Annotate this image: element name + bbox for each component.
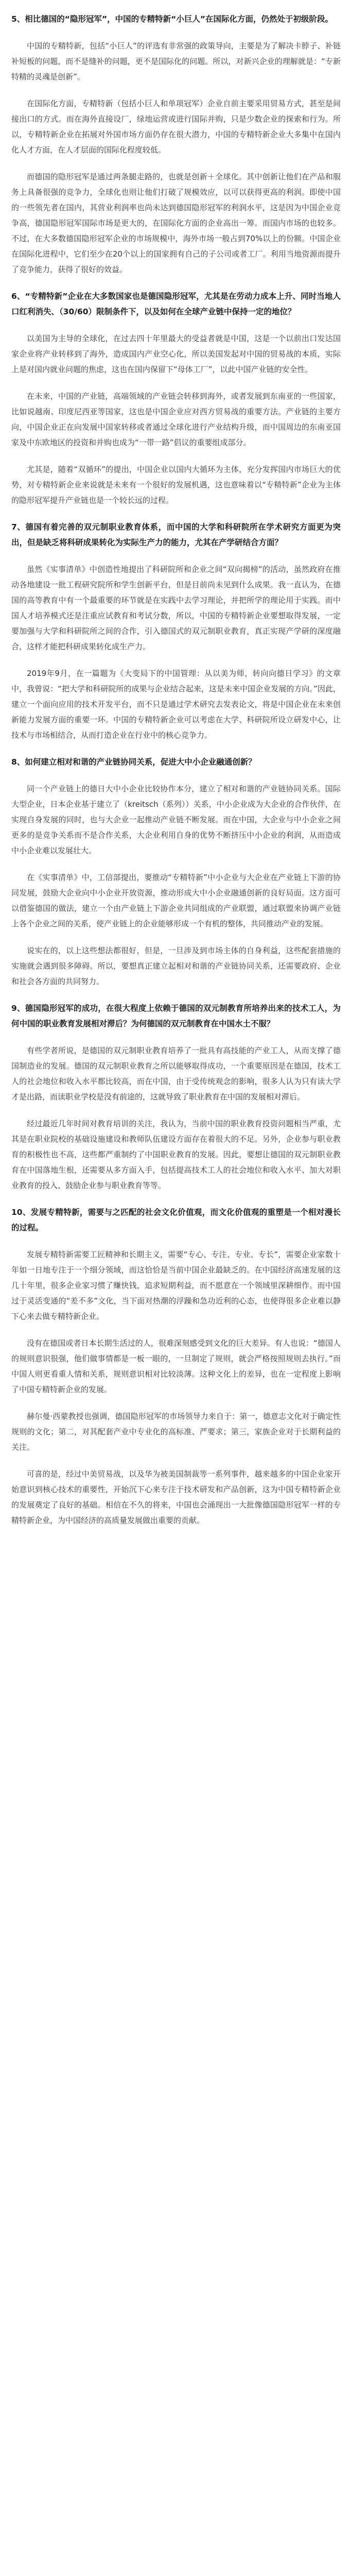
body-paragraph: 有些学者所说，是德国的双元制职业教育培养了一批具有高技能的产业工人，从而支撑了德国制造业的发展。德国的双元制职业教育之所以能够取得成功，一个重要原因是在德国，技术工人的社会地位和收入水平都比较高，而在中国，由于受传统观念的影响，很多人认为只有读大学才是出路，而读职业学校是没有前途的，这就导致了职业教育在中国的发展相对滞后。 bbox=[11, 1046, 341, 1101]
section-heading: 6、“专精特新”企业在大多数国家也是德国隐形冠军，尤其是在劳动力成本上升、同时当地人口红利消失、（30/60）限制条件下，以及如何在全球产业链中保持一定的地位？ bbox=[11, 292, 341, 316]
body-paragraph: 2019年9月，在一篇题为《大变局下的中国管理：从以美为师，转向向德日学习》的文章中，我曾说：“把大学和科研院所的成果与企业结合起来，这是未来中国企业发展的方向。”因此，建立一个面向应用的技术开发平台，而不只是通过学术研究去发表论文，将是中国企业在未来创新能力发展方面的重要一环。中国的专精特新企业可以考虑在大学、科研院所设立研发中心，让技术与市场相结合，从而打造企业在行业中的核心竞争力。 bbox=[11, 669, 341, 740]
body-paragraph: 以美国为主导的全球化，在过去四十年里最大的受益者就是中国，这是一个以前出口发达国家企业将产业转移到了海外，造成国内产业空心化，所以美国发起对中国的贸易战的本质，实际上是对国内就业问题的焦虑，这也在国内保留下“母体工厂”，以此中国产业链的安全性。 bbox=[11, 334, 341, 374]
body-paragraph: 经过最近几年时间对教育培训的关注，我认为，当前中国的职业教育投资问题相当严重，尤其是在职业院校的基础设施建设和教师队伍建设方面存在着很大的不足。另外，企业参与职业教育的积极性也不高，这些都严重制约了中国职业教育的发展。因此，要想让德国的双元制职业教育在中国落地生根，还需要从多方面入手，包括提高技术工人的社会地位和收入水平、加大对职业教育的投入、鼓励企业参与职业教育等等。 bbox=[11, 1119, 341, 1190]
body-paragraph: 同一个产业链上的德日大中小企业比较协作本分，建立了相对和谐的产业链协同关系。国际大型企业，日本企业基于建立了（kreitsch（系列））关系，中小企业成为大企业的合作伙伴，在实现自身发展的同时，也与大企业一起推动产业链不断发展。而在中国，大企业与中小企业之间更多的是竞争关系而不是合作关系，大企业利用自身的优势不断挤压中小企业的利润，从而造成中小企业难以发展壮大。 bbox=[11, 784, 341, 855]
body-paragraph: 虽然《实事清单》中创造性地提出了科研院所和企业之间“双向揭榜”的活动，虽然政府在推动各地建设一批工程研究院所和学生创新平台，但是目前尚未见到什么成果。我一直认为，在德国的高等教育中有一个最重要的环节就是在实践中去学习理论，并把所学的理论用于实践。而中国人才培养模式还是注重应试教育和考试分数，所以，中国的专精特新企业要想取得发展，一定要加强与大学和科研院所之间的合作，引入德国式的双元制职业教育，真正实现产学研的深度融合，这样才能把科研成果转化成生产力。 bbox=[11, 565, 341, 651]
body-paragraph: 说实在的，以上这些想法都很好，但是，一旦涉及到市场主体的自身利益，这些配套措施的实施就会遇到很多障碍。所以，要想真正建立起相对和谐的产业链协同关系，还需要政府、企业和社会各方面的共同努力。 bbox=[11, 946, 341, 986]
body-paragraph: 没有在德国或者日本长期生活过的人，很难深刻感受到文化的巨大差异。有人也说：“德国人的规则意识很强，他们做事情都是一板一眼的，一旦制定了规则，就会严格按照规则去执行。”而中国人则更看重人情和关系，规则意识相对比较淡薄。这种文化上的差异，也在一定程度上影响了中国专精特新企业的发展。 bbox=[11, 1338, 341, 1394]
section-heading: 5、相比德国的“隐形冠军”，中国的专精特新“小巨人”在国际化方面，仍然处于初级阶段。 bbox=[11, 14, 333, 24]
body-paragraph: 尤其是，随着“双循环”的提出，中国企业以国内大循环为主体，充分发挥国内市场巨大的优势，对专精特新企业来说就是未来有一个很好的发展机遇，这也意味着以“专精特新”企业为主体的隐形冠军提升产业链也是一个较长远的过程。 bbox=[11, 465, 341, 505]
body-paragraph: 而德国的隐形冠军是通过两条腿走路的，也就是创新＋全球化。其中创新让他们在产品和服务上具备很强的竞争力，全球化也则让他们打破了规模效应，以可以获得更高的利润。即使中国的一些领先者在国内，其营业利润率也尚未达到德国隐形冠军的利润水平，这是因为中国企业竞争高，德国隐形冠军国际市场是更大的，在国际化方面的企业高出一筹。而国内市场的也较多。不过，在大多数德国隐形冠军企业的市场规模中，海外市场一般占到70%以上的份额。中国企业在国际化进程中，它们至少在20个以上的国家拥有自己的子公司或者工厂。利用当地资源而提升了竞争能力，获得了很好的效益。 bbox=[11, 172, 341, 274]
body-paragraph: 在未来，中国的产业链，高端领域的产业链会转移到海外，或者发展到东南亚的一些国家，比如说越南、印度尼西亚等国家，这也是中国企业应对西方贸易战的重要方法。产业链的主要方向，中国企业正在向发展中国家转移或者通过全球化进行产业结构升级，而中国周边的东南亚国家及中东欧地区的投资和并购也成为“一带一路”倡议的重要组成部分。 bbox=[11, 392, 341, 447]
section-heading: 7、德国有着完善的双元制职业教育体系，而中国的大学和科研院所在学术研究方面更为突出，但是缺乏将科研成果转化为实际生产力的能力，尤其在产学研结合方面？ bbox=[11, 522, 341, 547]
body-paragraph: 中国的专精特新，包括“小巨人”的评选有非常强的政策导向，主要是为了解决卡脖子、补链补短板的问题，而不是缝补的问题，更不是国际化的问题。所以，对新兴企业的理解就是：“专新特精的灵魂是创新”。 bbox=[11, 41, 341, 81]
section-heading: 9、德国隐形冠军的成功，在很大程度上依赖于德国的双元制教育所培养出来的技术工人，为何中国的职业教育发展相对滞后？为何德国的双元制教育在中国水土不服？ bbox=[11, 1004, 341, 1028]
body-paragraph: 赫尔曼·西蒙教授也强调，德国隐形冠军的市场领导力来自于：第一，德意志文化对于确定性规则的文化；第二，对其配套产业中专业化的高标准、严要求；第三，家族企业对于长期利益的关注。 bbox=[11, 1412, 341, 1452]
section-heading: 10、发展专精特新，需要与之匹配的社会文化价值观，而文化价值观的重塑是一个相对漫长的过程。 bbox=[11, 1208, 341, 1232]
body-paragraph: 在《实事清单》中，工信部提出，要推动“专精特新”中小企业与大企业在产业链上下游的协同发展，鼓励大企业向中小企业开放资源，推动形成大中小企业融通创新的良好局面。这方面可以借鉴德国的做法，建立一个由产业链上下游企业共同组成的产业联盟，通过联盟来协调产业链上各个企业之间的关系，使产业链上的企业能够形成一个有机的整体，共同推动产业的发展。 bbox=[11, 873, 341, 928]
body-paragraph: 发展专精特新需要工匠精神和长期主义，需要“专心、专注、专业、专长”，需要企业家数十年如一日地专注于一个细分领域，而这恰恰是当前中国企业最缺乏的。在中国经济高速发展的这几十年里，很多企业家习惯了赚快钱，追求短期利益，而不愿意在一个领域里深耕细作。而中国过于灵活变通的“差不多”文化，当下面对热潮的浮躁和急功近利的心态，也使得很多企业难以静下心来去做专精特新企业。 bbox=[11, 1250, 341, 1321]
body-paragraph: 可喜的是，经过中美贸易战，以及华为被美国制裁等一系列事件，越来越多的中国企业家开始意识到核心技术的重要性，开始沉下心来专注于技术研发和产品创新，这为中国专精特新企业的发展奠定了良好的基础。相信在不久的将来，中国也会涌现出一大批像德国隐形冠军一样的专精特新企业，为中国经济的高质量发展做出重要的贡献。 bbox=[11, 1469, 341, 1525]
section-heading: 8、如何建立相对和谐的产业链协同关系，促进大中小企业融通创新？ bbox=[11, 757, 256, 767]
body-paragraph: 在国际化方面，专精特新（包括小巨人和单项冠军）企业自前主要采用贸易方式，甚至是间接出口的方式。而在海外直接设厂，绿地运营或进行国际并购，只是少数企业的探索和行为。所以，专精特新企业在拓展对外国市场方面仍存在很大潜力，中国的专精特新企业大多集中在国内化人才方面，在人才层面的国际化程度较低。 bbox=[11, 99, 341, 155]
